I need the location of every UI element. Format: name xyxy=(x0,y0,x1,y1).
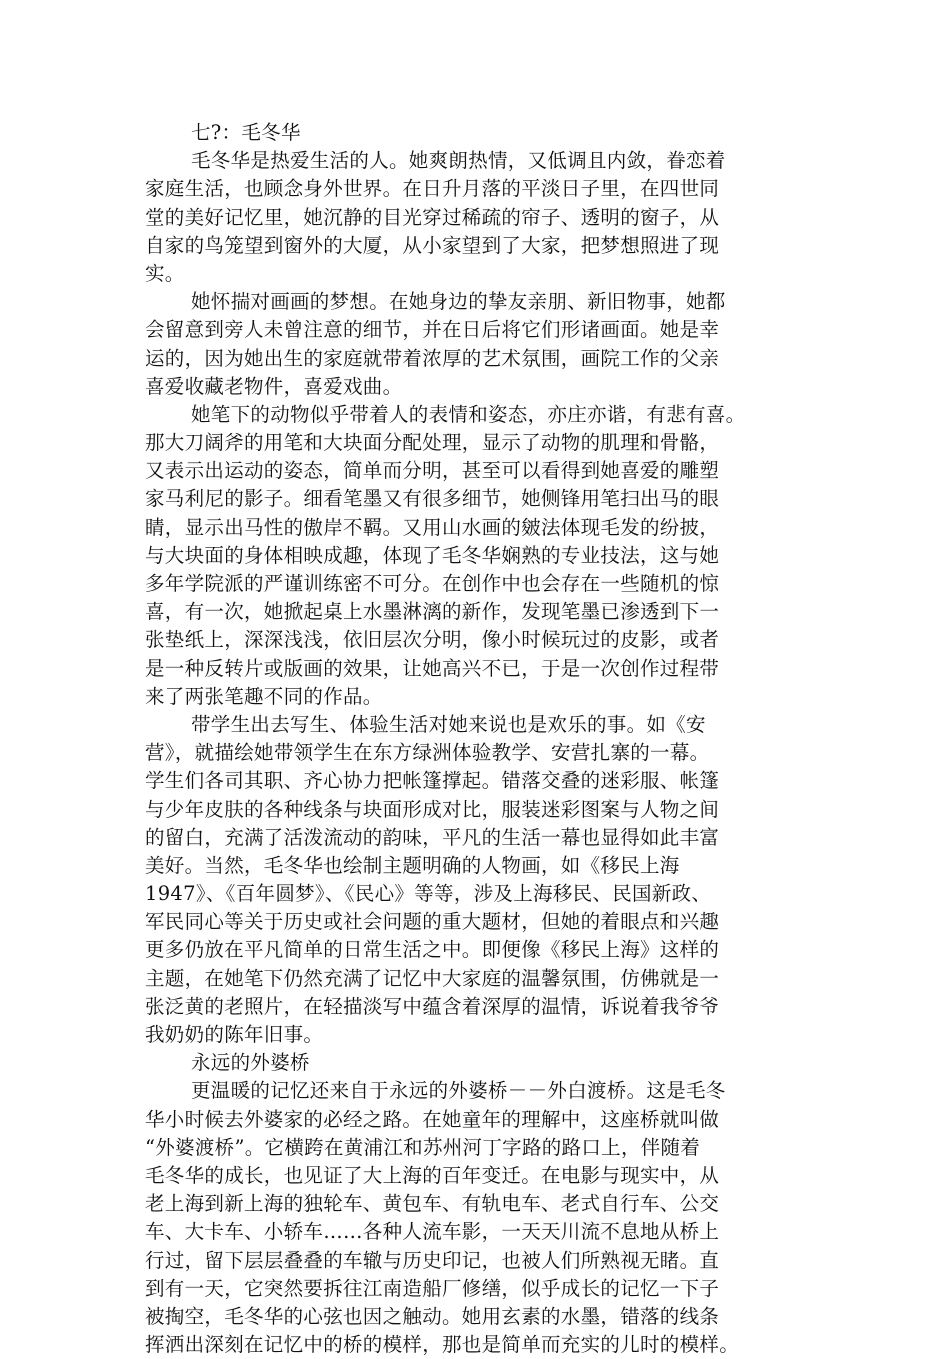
paragraph-line: 我奶奶的陈年旧事。 xyxy=(145,1023,324,1046)
paragraph xyxy=(145,711,809,1049)
paragraph-line: 营》，就描绘她带领学生在东方绿洲体验教学、安营扎寨的一幕。 xyxy=(145,741,710,765)
paragraph xyxy=(145,288,809,401)
paragraph-line: 与少年皮肤的各种线条与块面形成对比，服装迷彩图案与人物之间 xyxy=(145,797,720,821)
paragraph-line: 实。 xyxy=(145,261,185,285)
subsection-title: 永远的外婆桥 xyxy=(191,1051,310,1075)
paragraph-line: 车、大卡车、小轿车……各种人流车影，一天天川流不息地从桥上 xyxy=(145,1220,720,1244)
paragraph-line: 多年学院派的严谨训练密不可分。在创作中也会存在一些随机的惊 xyxy=(145,572,720,595)
paragraph xyxy=(145,147,809,288)
paragraph-line: 华小时候去外婆家的必经之路。在她童年的理解中，这座桥就叫做 xyxy=(145,1107,720,1131)
paragraph-line: 毛冬华是热爱生活的人。她爽朗热情，又低调且内敛，眷恋着 xyxy=(191,149,726,173)
paragraph-line: 毛冬华的成长，也见证了大上海的百年变迁。在电影与现实中，从 xyxy=(145,1163,720,1187)
paragraph-line: 来了两张笔趣不同的作品。 xyxy=(145,684,383,708)
paragraph-line: 她怀揣对画画的梦想。在她身边的挚友亲朋、新旧物事，她都 xyxy=(191,290,726,314)
paragraph-line: “外婆渡桥”。它横跨在黄浦江和苏州河丁字路的路口上，伴随着 xyxy=(145,1135,701,1159)
paragraph-line: 喜爱收藏老物件，喜爱戏曲。 xyxy=(145,374,403,398)
paragraph-line: 带学生出去写生、体验生活对她来说也是欢乐的事。如《安 xyxy=(191,712,706,736)
paragraph-line: 被掏空，毛冬华的心弦也因之触动。她用玄素的水墨，错落的线条 xyxy=(145,1304,720,1328)
paragraph-line: 1947》、《百年圆梦》、《民心》等等，涉及上海移民、民国新政、 xyxy=(145,882,712,906)
paragraph-line: 美好。当然，毛冬华也绘制主题明确的人物画，如《移民上海 xyxy=(145,853,680,877)
paragraph-line: 张垫纸上，深深浅浅，依旧层次分明，像小时候玩过的皮影，或者 xyxy=(145,628,720,652)
paragraph-line: 运的，因为她出生的家庭就带着浓厚的艺术氛围，画院工作的父亲 xyxy=(145,346,720,370)
paragraph-line: 是一种反转片或版画的效果，让她高兴不已，于是一次创作过程带 xyxy=(145,656,720,680)
paragraph-line: 那大刀阔斧的用笔和大块面分配处理，显示了动物的肌理和骨骼， xyxy=(145,431,720,455)
paragraph-line: 堂的美好记忆里，她沉静的目光穿过稀疏的帘子、透明的窗子，从 xyxy=(145,205,720,229)
paragraph-line: 学生们各司其职、齐心协力把帐篷撑起。错落交叠的迷彩服、帐篷 xyxy=(145,769,720,793)
subsection-paragraphs xyxy=(145,1077,809,1359)
paragraph-line: 睛，显示出马性的傲岸不羁。又用山水画的皴法体现毛发的纷披， xyxy=(145,515,720,539)
paragraph-line: 军民同心等关于历史或社会问题的重大题材，但她的着眼点和兴趣 xyxy=(145,910,720,934)
paragraph-line: 喜，有一次，她掀起桌上水墨淋漓的新作，发现笔墨已渗透到下一 xyxy=(145,600,720,624)
paragraph-line: 到有一天，它突然要拆往江南造船厂修缮，似乎成长的记忆一下子 xyxy=(145,1276,720,1300)
paragraph-line: 挥洒出深刻在记忆中的桥的模样，那也是简单而充实的儿时的模样。 xyxy=(145,1333,740,1357)
paragraph xyxy=(145,1077,809,1359)
paragraph-line: 的留白，充满了活泼流动的韵味，平凡的生活一幕也显得如此丰富 xyxy=(145,825,720,849)
paragraph-line: 会留意到旁人未曾注意的细节，并在日后将它们形诸画面。她是幸 xyxy=(145,318,720,342)
paragraph-line: 家庭生活，也顾念身外世界。在日升月落的平淡日子里，在四世同 xyxy=(145,177,720,201)
paragraph-line: 她笔下的动物似乎带着人的表情和姿态，亦庄亦谐，有悲有喜。 xyxy=(191,402,746,426)
section-paragraphs xyxy=(145,147,809,1049)
paragraph-line: 主题，在她笔下仍然充满了记忆中大家庭的温馨氛围，仿佛就是一 xyxy=(145,966,720,990)
paragraph-line: 张泛黄的老照片，在轻描淡写中蕴含着深厚的温情，诉说着我爷爷 xyxy=(145,994,720,1018)
document-body xyxy=(145,119,809,1359)
paragraph-line: 又表示出运动的姿态，简单而分明，甚至可以看得到她喜爱的雕塑 xyxy=(145,459,720,483)
paragraph-line: 行过，留下层层叠叠的车辙与历史印记，也被人们所熟视无睹。直 xyxy=(145,1248,720,1272)
paragraph-line: 更温暖的记忆还来自于永远的外婆桥－－外白渡桥。这是毛冬 xyxy=(191,1079,726,1103)
paragraph-line: 自家的鸟笼望到窗外的大厦，从小家望到了大家，把梦想照进了现 xyxy=(145,233,720,257)
paragraph-line: 更多仍放在平凡简单的日常生活之中。即便像《移民上海》这样的 xyxy=(145,938,720,962)
section-title: 七?：毛冬华 xyxy=(191,121,301,144)
paragraph-line: 老上海到新上海的独轮车、黄包车、有轨电车、老式自行车、公交 xyxy=(145,1192,720,1216)
paragraph xyxy=(145,401,809,711)
paragraph-line: 与大块面的身体相映成趣，体现了毛冬华娴熟的专业技法，这与她 xyxy=(145,543,720,567)
paragraph-line: 家马利尼的影子。细看笔墨又有很多细节，她侧锋用笔扫出马的眼 xyxy=(145,487,720,511)
